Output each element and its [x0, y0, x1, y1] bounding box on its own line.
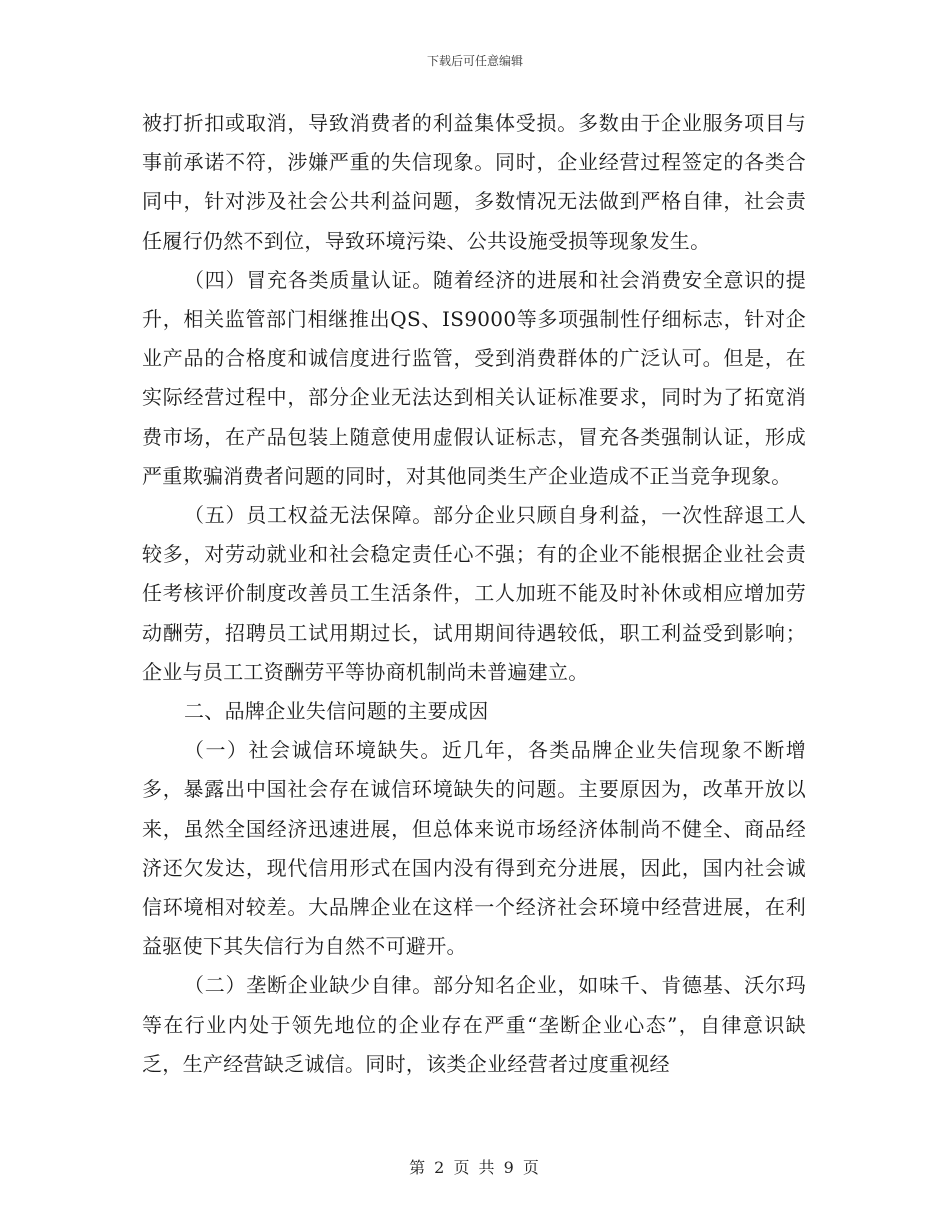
paragraph-cause-2: （二）垄断企业缺少自律。部分知名企业，如味千、肯德基、沃尔玛等在行业内处于领先地位的企业存在严重“垄断企业心态”，自律意识缺乏，生产经营缺乏诚信。同时，该类企业经营者过度重视经	[142, 973, 806, 1076]
paragraph-section-4: （四）冒充各类质量认证。随着经济的进展和社会消费安全意识的提升，相关监管部门相继推出QS、IS9000等多项强制性仔细标志，针对企业产品的合格度和诚信度进行监管，受到消费群体的广泛认可。但是，在实际经营过程中，部分企业无法达到相关认证标准要求，同时为了拓宽消费市场，在产品包装上随意使用虚假认证标志，冒充各类强制认证，形成严重欺骗消费者问题的同时，对其他同类生产企业造成不正当竞争现象。	[142, 267, 806, 488]
paragraph-cause-1: （一）社会诚信环境缺失。近几年，各类品牌企业失信现象不断增多，暴露出中国社会存在诚信环境缺失的问题。主要原因为，改革开放以来，虽然全国经济迅速进展，但总体来说市场经济体制尚不健全、商品经济还欠发达，现代信用形式在国内没有得到充分进展，因此，国内社会诚信环境相对较差。大品牌企业在这样一个经济社会环境中经营进展，在利益驱使下其失信行为自然不可避开。	[142, 738, 806, 959]
page-number: 第 2 页 共 9 页	[409, 1158, 541, 1177]
section-heading-2: 二、品牌企业失信问题的主要成因	[184, 699, 489, 724]
paragraph-continuation: 被打折扣或取消，导致消费者的利益集体受损。多数由于企业服务项目与事前承诺不符，涉嫌严重的失信现象。同时，企业经营过程签定的各类合同中，针对涉及社会公共利益问题，多数情况无法做到严格自律，社会责任履行仍然不到位，导致环境污染、公共设施受损等现象发生。	[142, 111, 806, 253]
page-header: 下载后可任意编辑	[426, 54, 523, 68]
paragraph-section-5: （五）员工权益无法保障。部分企业只顾自身利益，一次性辞退工人较多，对劳动就业和社会稳定责任心不强；有的企业不能根据企业社会责任考核评价制度改善员工生活条件，工人加班不能及时补休或相应增加劳动酬劳，招聘员工试用期过长，试用期间待遇较低，职工利益受到影响；企业与员工工资酬劳平等协商机制尚未普遍建立。	[142, 503, 806, 684]
document-body	[142, 104, 806, 1084]
